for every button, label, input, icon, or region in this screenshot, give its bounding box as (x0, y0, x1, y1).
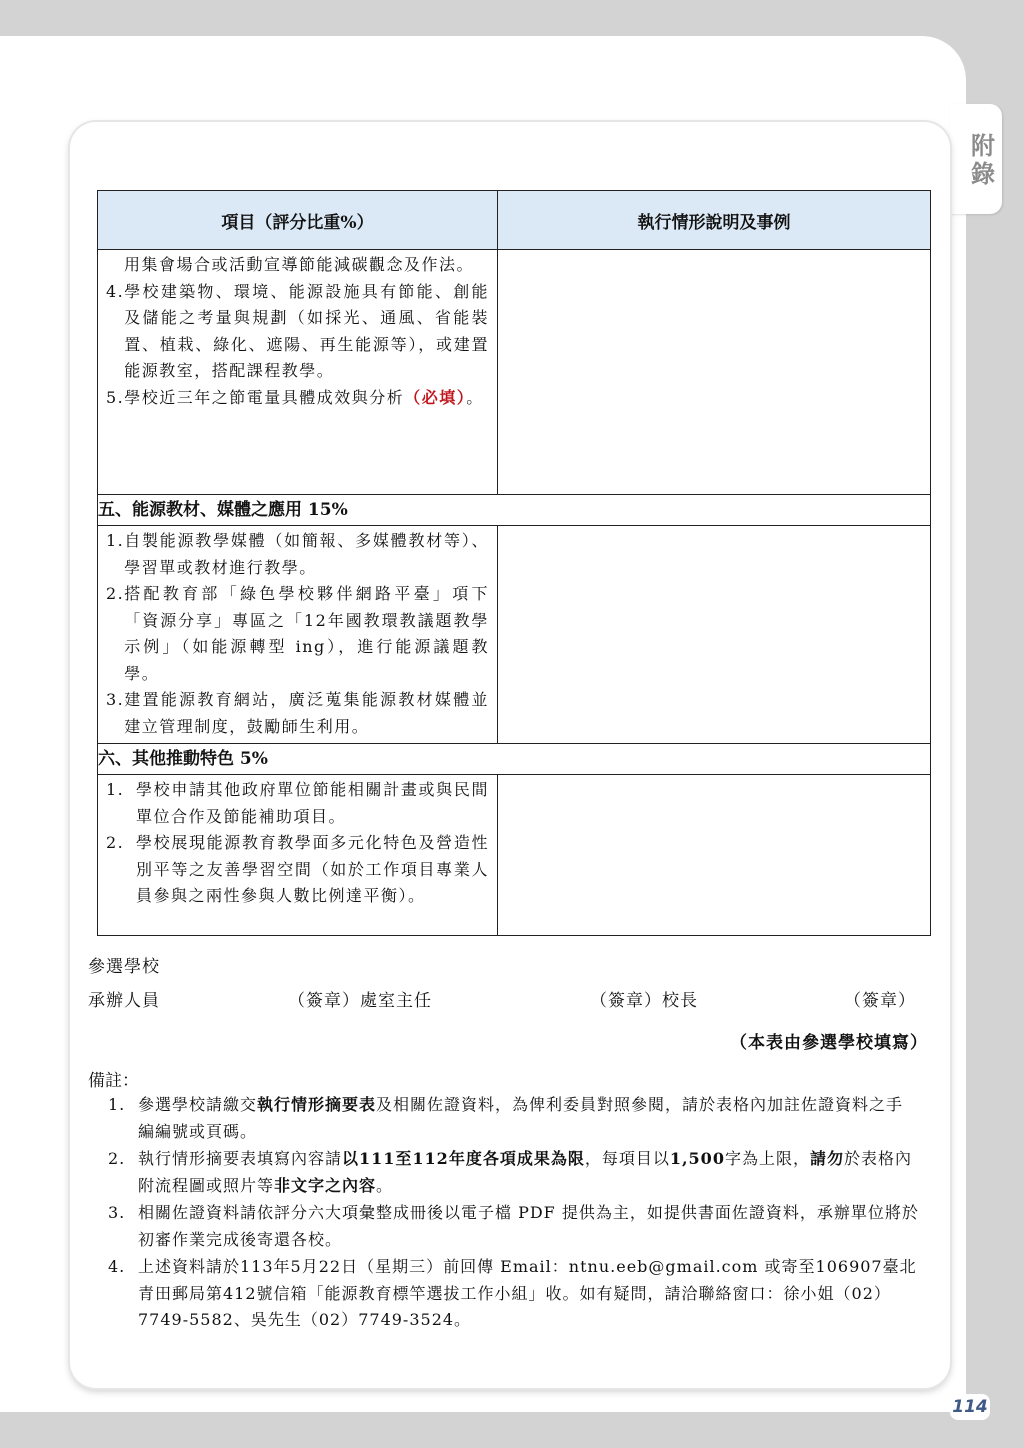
header-execution-description: 執行情形說明及事例 (498, 191, 931, 250)
evaluation-table (97, 190, 931, 936)
list-item: 1. 自製能源教學媒體（如簡報、多媒體教材等）、學習單或教材進行教學。 (106, 531, 489, 577)
handler-label: 承辦人員 (88, 991, 160, 1011)
notes-title: 備註： (88, 1071, 139, 1091)
table-row (98, 250, 931, 495)
director-stamp-label: （簽章）處室主任 (288, 991, 432, 1011)
header-item-weight: 項目（評分比重%） (98, 191, 498, 250)
section-six-title: 六、其他推動特色 5% (98, 744, 931, 775)
table-row (98, 526, 931, 744)
list-item: 2. 學校展現能源教育教學面多元化特色及營造性別平等之友善學習空間（如於工作項目專業人員參與之兩性參與人數比例達平衡）。 (106, 833, 489, 905)
list-item: 1. 學校申請其他政府單位節能相關計畫或與民間單位合作及節能補助項目。 (106, 780, 489, 826)
item-text: 學校近三年之節電量具體成效與分析 (124, 387, 405, 407)
section-five-title: 五、能源教材、媒體之應用 15% (98, 495, 931, 526)
list-item: 2. 搭配教育部「綠色學校夥伴網路平臺」項下「資源分享」專區之「12年國教環教議題教學示例」（如能源轉型 ing），進行能源議題教學。 (106, 584, 489, 683)
signature-row (88, 986, 924, 1012)
description-cell-empty[interactable] (498, 250, 931, 495)
description-cell-empty[interactable] (498, 526, 931, 744)
page-number: 114 (950, 1394, 990, 1420)
table-header-row (98, 191, 931, 250)
principal-stamp-label: （簽章）校長 (590, 991, 698, 1011)
appendix-tab-label: 附錄 (971, 132, 995, 188)
list-item: 3. 建置能源教育網站，廣泛蒐集能源教材媒體並建立管理制度，鼓勵師生利用。 (106, 690, 489, 736)
section-six-header (98, 744, 931, 775)
section-five-items-cell (98, 526, 498, 744)
note-item: 4. 上述資料請於113年5月22日（星期三）前回傳 Email：ntnu.eeb@gmail.com 或寄至106907臺北青田郵局第412號信箱「能源教育標竿選拔工作小組」收。如有疑問，請洽聯絡窗口：徐小姐（02）7749-5582、吳先生（02）7749-3524。 (108, 1257, 917, 1329)
participating-school-label: 參選學校 (88, 957, 160, 977)
table-row (98, 775, 931, 936)
note-item: 2. 執行情形摘要表填寫內容請以111至112年度各項成果為限，每項目以1,500字為上限，請勿於表格內附流程圖或照片等非文字之內容。 (108, 1149, 912, 1195)
note-item: 3. 相關佐證資料請依評分六大項彙整成冊後以電子檔 PDF 提供為主，如提供書面佐證資料，承辦單位將於初審作業完成後寄還各校。 (108, 1203, 919, 1249)
section-six-list (98, 775, 497, 913)
description-cell-empty[interactable] (498, 775, 931, 936)
list-item: 4. 學校建築物、環境、能源設施具有節能、創能及儲能之考量與規劃（如採光、通風、省能裝置、植栽、綠化、遮陽、再生能源等），或建置能源教室，搭配課程教學。 (106, 281, 489, 380)
note-item: 1. 參選學校請繳交執行情形摘要表及相關佐證資料，為俾利委員對照參閱，請於表格內加註佐證資料之手編編號或頁碼。 (108, 1095, 904, 1141)
section-five-header (98, 495, 931, 526)
continuation-list (98, 250, 497, 414)
section-five-list (98, 526, 497, 743)
required-mark: （必填） (404, 387, 467, 407)
list-item: 用集會場合或活動宣導節能減碳觀念及作法。 (124, 255, 475, 274)
notes-list (108, 1092, 920, 1335)
final-stamp-label: （簽章） (844, 991, 916, 1011)
list-item: 5. 學校近三年之節電量具體成效與分析（必填）。 (106, 387, 484, 407)
section-six-items-cell (98, 775, 498, 936)
continuation-items-cell (98, 250, 498, 495)
fill-instruction-note: （本表由參選學校填寫） (730, 1033, 928, 1053)
